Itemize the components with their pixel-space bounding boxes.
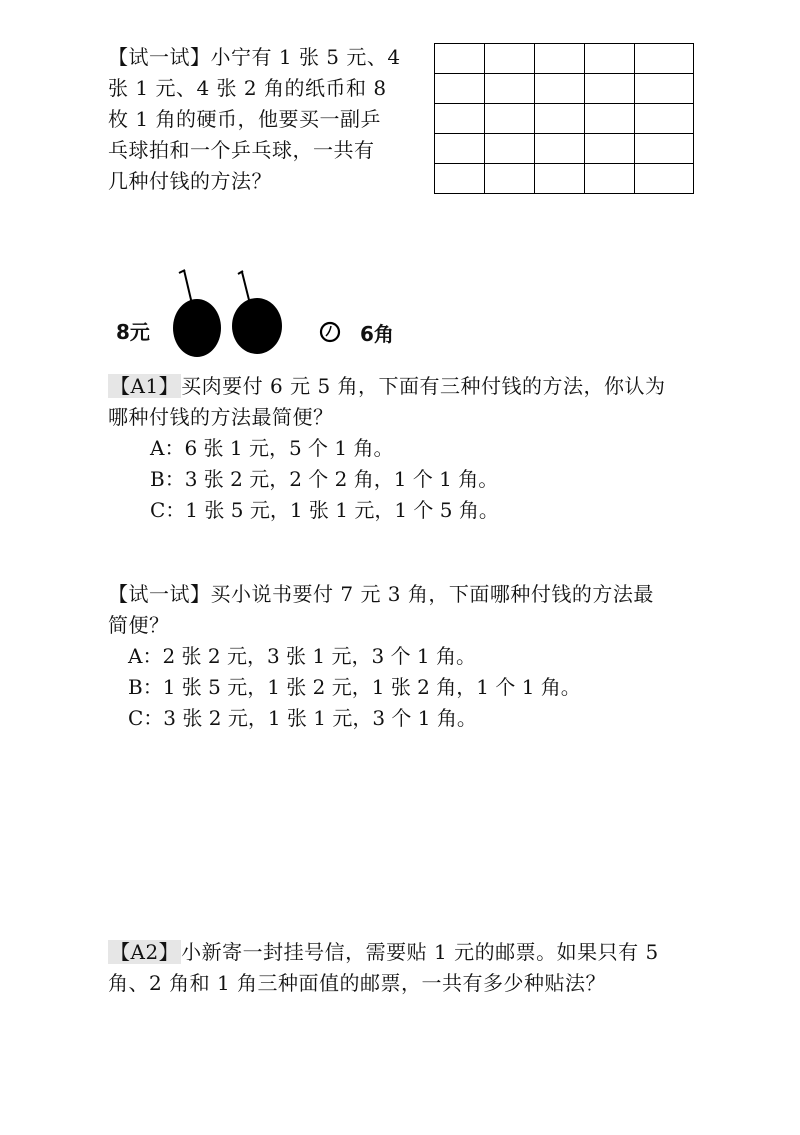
grid-cell	[435, 164, 485, 194]
option-list	[108, 433, 666, 526]
price-6-jiao: 6角	[360, 322, 394, 346]
question-tag: 【A1】	[110, 374, 180, 398]
grid-cell	[635, 164, 694, 194]
grid-cell	[435, 134, 485, 164]
question-line: 枚 1 角的硬币，他要买一副乒	[108, 107, 381, 131]
grid-cell	[585, 74, 635, 104]
option-b: B：3 张 2 元，2 个 2 角，1 个 1 角。	[150, 467, 499, 491]
grid-row	[435, 74, 694, 104]
question-line: 简便？	[108, 613, 170, 637]
option-a: A：2 张 2 元，3 张 1 元，3 个 1 角。	[128, 644, 477, 668]
option-a: A：6 张 1 元，5 个 1 角。	[150, 436, 394, 460]
question-try-1	[108, 42, 401, 197]
paddle-icon	[232, 271, 282, 354]
grid-row	[435, 104, 694, 134]
grid-cell	[535, 104, 585, 134]
question-a2	[108, 937, 659, 999]
grid-cell	[635, 74, 694, 104]
question-line: 角、2 角和 1 角三种面值的邮票，一共有多少种贴法？	[108, 971, 607, 995]
option-c: C：3 张 2 元，1 张 1 元，3 个 1 角。	[128, 706, 477, 730]
question-line: 【A1】 买肉要付 6 元 5 角，下面有三种付钱的方法，你认为	[110, 374, 666, 398]
grid-cell	[485, 134, 535, 164]
grid-cell	[435, 74, 485, 104]
grid-row	[435, 164, 694, 194]
grid-cell	[635, 104, 694, 134]
grid-cell	[485, 44, 535, 74]
question-line: 【A2】 小新寄一封挂号信，需要贴 1 元的邮票。如果只有 5	[110, 940, 659, 964]
grid-cell	[535, 44, 585, 74]
question-line: 哪种付钱的方法最简便？	[108, 405, 334, 429]
grid-cell	[485, 164, 535, 194]
paddles-illustration	[170, 268, 290, 358]
grid-cell	[635, 44, 694, 74]
option-b: B：1 张 5 元，1 张 2 元，1 张 2 角，1 个 1 角。	[128, 675, 581, 699]
grid-cell	[635, 134, 694, 164]
paddle-icon	[173, 270, 221, 357]
grid-cell	[485, 104, 535, 134]
option-c: C：1 张 5 元，1 张 1 元，1 个 5 角。	[150, 498, 499, 522]
grid-cell	[585, 164, 635, 194]
grid-cell	[535, 74, 585, 104]
grid-cell	[535, 134, 585, 164]
grid-cell	[435, 104, 485, 134]
option-list	[108, 641, 654, 734]
price-8-yuan: 8元	[116, 320, 150, 344]
question-a1	[108, 371, 666, 526]
grid-row	[435, 134, 694, 164]
question-line: 张 1 元、4 张 2 角的纸币和 8	[108, 76, 387, 100]
question-tag: 【试一试】	[108, 582, 211, 606]
question-line: 【试一试】买小说书要付 7 元 3 角，下面哪种付钱的方法最	[108, 582, 654, 606]
grid-cell	[585, 134, 635, 164]
question-try-2	[108, 579, 654, 734]
question-line: 几种付钱的方法？	[108, 169, 272, 193]
question-line: 乓球拍和一个乒乓球，一共有	[108, 138, 375, 162]
grid-cell	[585, 104, 635, 134]
ball-icon	[318, 320, 342, 344]
grid-cell	[485, 74, 535, 104]
grid-cell	[535, 164, 585, 194]
grid-cell	[435, 44, 485, 74]
question-tag: 【试一试】	[108, 45, 211, 69]
question-tag: 【A2】	[110, 940, 180, 964]
question-line: 【试一试】小宁有 1 张 5 元、4	[108, 45, 401, 69]
answer-grid	[434, 43, 694, 194]
grid-row	[435, 44, 694, 74]
grid-cell	[585, 44, 635, 74]
